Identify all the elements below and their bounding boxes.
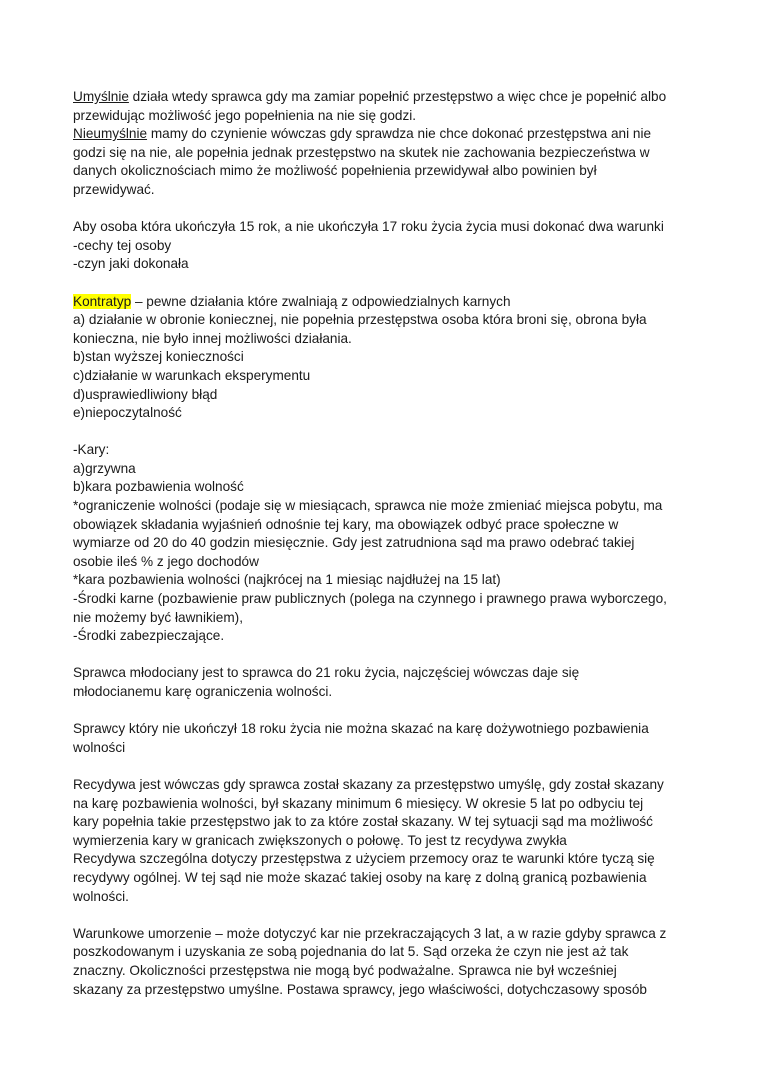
text-line: przewidując możliwość jego popełnienia na nie się godzi.	[73, 107, 417, 123]
text-fragment: działa wtedy sprawca gdy ma zamiar popełnić przestępstwo a więc chce je popełnić albo	[128, 89, 667, 104]
list-item: *kara pozbawienia wolności (najkrócej na 1 miesiąc najdłużej na 15 lat)	[73, 572, 501, 588]
list-item: -Środki zabezpieczające.	[73, 628, 225, 644]
text-line: obowiązek składania wyjaśnień odnośnie tej kary, ma obowiązek odbyć prace społeczne w	[73, 516, 619, 532]
text-line: danych okolicznościach mimo że możliwość popełnienia przewidywał albo powinien był	[73, 163, 597, 179]
text-line: Recydywa jest wówczas gdy sprawca został skazany za przestępstwo umyślę, gdy został skazany	[73, 776, 664, 792]
text-line: wymierzenia kary w granicach zwiększonych o połowę. To jest tz recydywa zwykła	[73, 832, 567, 848]
text-line: recydywy ogólnej. W tej sąd nie może skazać takiej osoby na karę z dolną granicą pozbawienia	[73, 869, 647, 885]
paragraph-age-conditions	[73, 218, 693, 274]
paragraph-intent	[73, 88, 693, 200]
paragraph-recydywa	[73, 776, 693, 906]
text-line: Sprawca młodociany jest to sprawca do 21 roku życia, najczęściej wówczas daje się	[73, 665, 580, 681]
text-line	[73, 293, 693, 312]
list-item: c)działanie w warunkach eksperymentu	[73, 367, 311, 383]
text-fragment: mamy do czynienie wówczas gdy sprawdza nie chce dokonać przestępstwa ani nie	[147, 126, 652, 142]
text-line: wolności	[73, 739, 126, 755]
paragraph-kary	[73, 441, 693, 646]
text-line: godzi się na nie, ale popełnia jednak przestępstwo na skutek nie zachowania bezpieczeństwa w	[73, 144, 650, 160]
text-line	[73, 88, 693, 107]
paragraph-mlodociany	[73, 664, 693, 701]
text-line: osobie ileś % z jego dochodów	[73, 553, 259, 569]
text-line: wymiarze od 20 do 40 godzin miesięcznie. Gdy jest zatrudniona sąd ma prawo odebrać takiej	[73, 535, 635, 551]
list-item: -cechy tej osoby	[73, 237, 172, 253]
text-line: poszkodowanym i uzyskania ze sobą pojednania do lat 5. Sąd orzeka że czyn nie jest aż tak	[73, 944, 629, 960]
list-item: e)niepoczytalność	[73, 405, 182, 421]
text-line: młodocianemu karę ograniczenia wolności.	[73, 684, 333, 699]
paragraph-warunkowe-umorzenie	[73, 925, 693, 999]
paragraph-kontratyp	[73, 293, 693, 423]
text-line: Recydywa szczególna dotyczy przestępstwa z użyciem przemocy oraz te warunki które tyczą się	[73, 851, 655, 867]
text-line: na karę pozbawienia wolności, był skazany minimum 6 miesięcy. W okresie 5 lat po odbyciu tej	[73, 795, 644, 811]
text-line: kary popełnia takie przestępstwo jak to za które został skazany. W tej sytuacji sąd ma możliwość	[73, 814, 653, 830]
text-line: Aby osoba która ukończyła 15 rok, a nie ukończyła 17 roku życia życia musi dokonać dwa warunki	[73, 219, 664, 235]
list-item: b)stan wyższej konieczności	[73, 349, 244, 365]
list-item: a)grzywna	[73, 460, 136, 476]
document-body	[73, 88, 693, 1018]
text-line: Sprawcy który nie ukończył 18 roku życia nie można skazać na karę dożywotniego pozbawienia	[73, 721, 649, 737]
text-line: znaczny. Okoliczności przestępstwa nie mogą być podważalne. Sprawca nie był wcześniej	[73, 962, 617, 978]
list-item: a) działanie w obronie koniecznej, nie popełnia przestępstwa osoba która broni się, obrona była	[73, 312, 647, 328]
text-line: konieczna, nie było innej możliwości działania.	[73, 330, 352, 346]
text-line: przewidywać.	[73, 181, 155, 197]
text-fragment: – pewne działania które zwalniają z odpowiedzialnych karnych	[131, 293, 511, 309]
paragraph-under-18	[73, 720, 693, 757]
text-line: skazany za przestępstwo umyślne. Postawa sprawcy, jego właściwości, dotychczasowy sposób	[73, 981, 647, 997]
term-umyslnie: Umyślnie	[73, 89, 129, 104]
term-nieumyslnie: Nieumyślnie	[73, 126, 148, 142]
list-item: d)usprawiedliwiony błąd	[73, 386, 218, 402]
text-line: nie możemy być ławnikiem),	[73, 609, 243, 625]
text-line: Warunkowe umorzenie – może dotyczyć kar nie przekraczających 3 lat, a w razie gdyby sprawca z	[73, 925, 667, 941]
list-item: -Środki karne (pozbawienie praw publicznych (polega na czynnego i prawnego prawa wyborczego,	[73, 591, 667, 607]
list-item: b)kara pozbawienia wolność	[73, 479, 244, 495]
term-kontratyp-highlight: Kontratyp	[73, 293, 132, 309]
section-heading: -Kary:	[73, 442, 110, 458]
list-item: -czyn jaki dokonała	[73, 256, 189, 272]
text-line	[73, 125, 693, 144]
text-line: wolności.	[73, 888, 129, 904]
list-item: *ograniczenie wolności (podaje się w miesiącach, sprawca nie może zmieniać miejsca pobytu, ma	[73, 498, 663, 514]
